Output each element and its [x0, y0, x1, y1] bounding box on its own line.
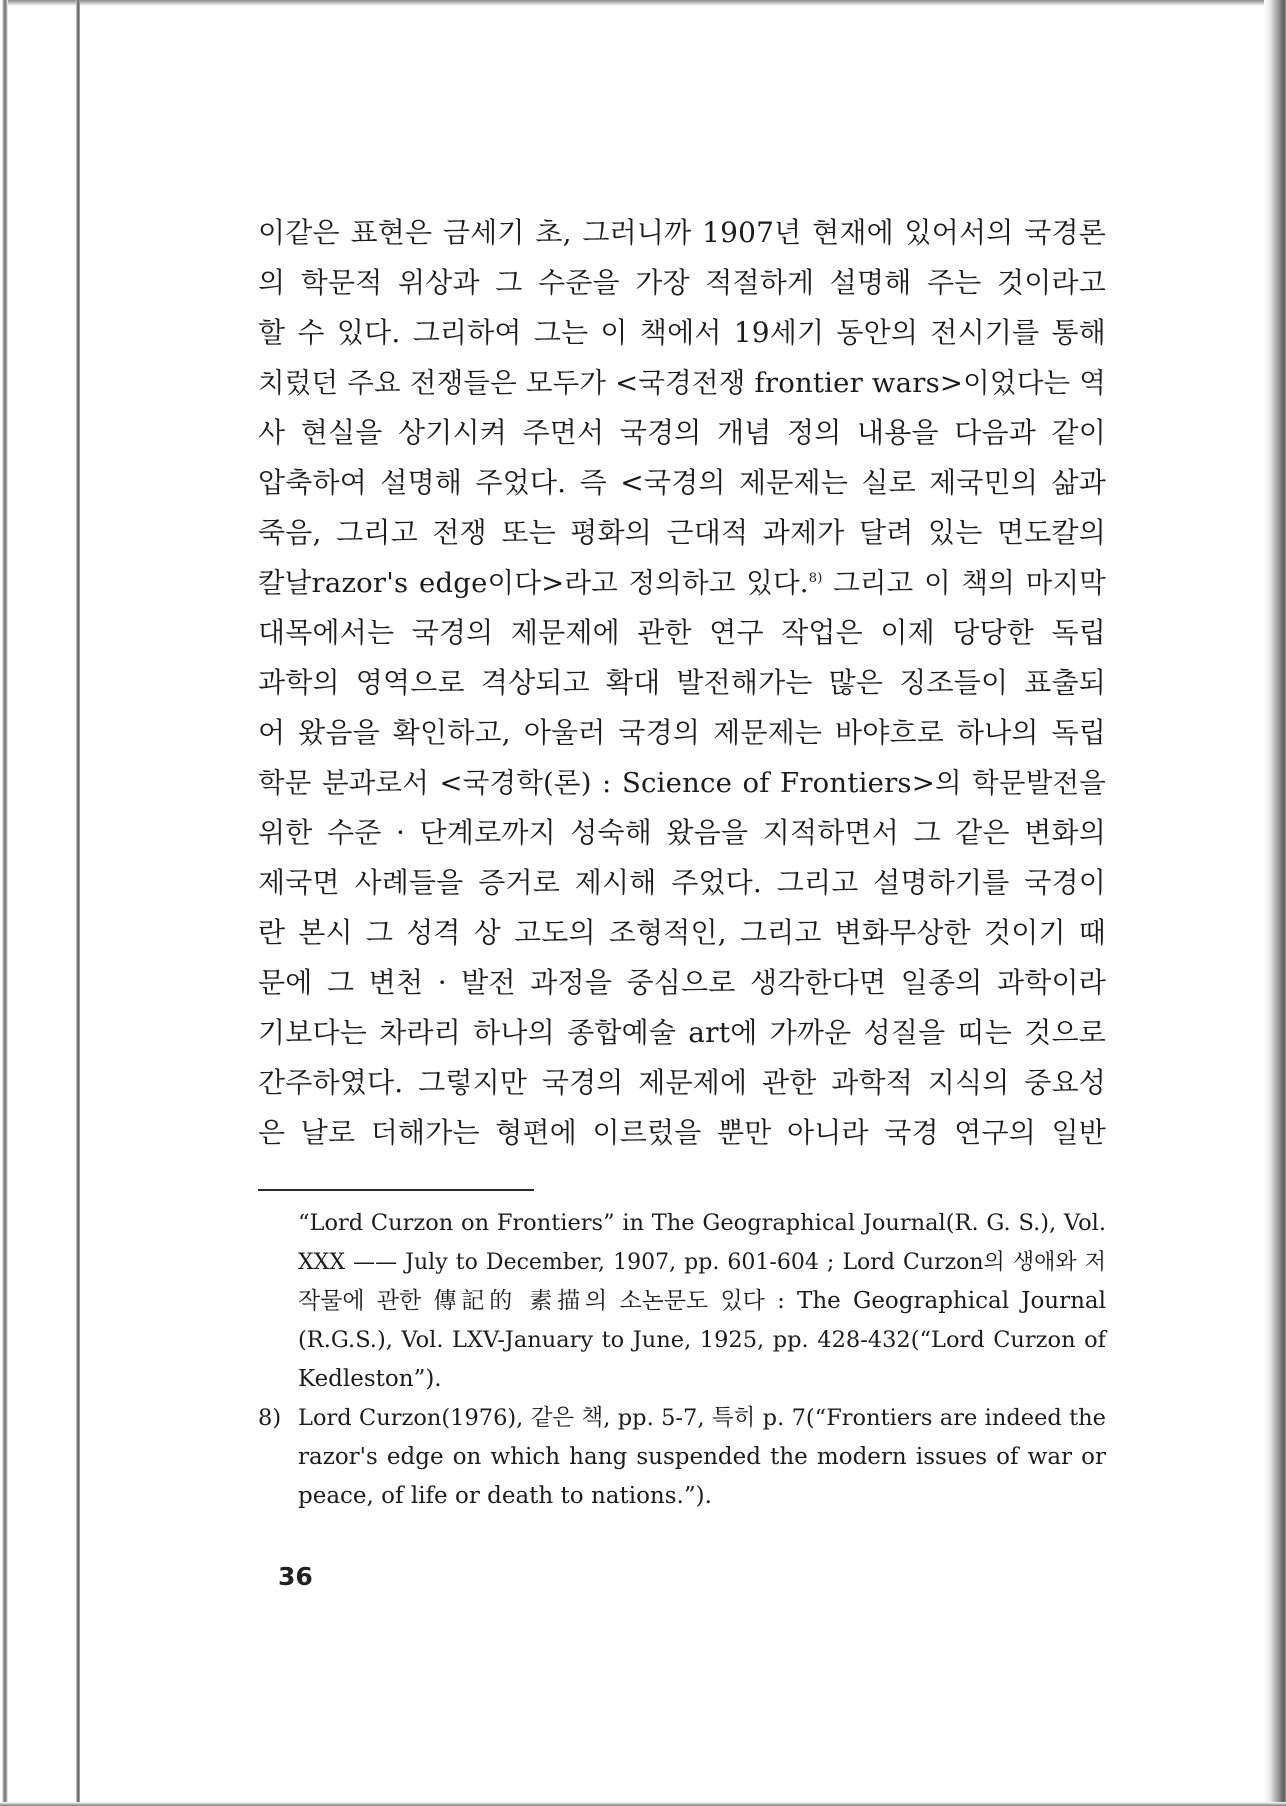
body-line: 대목에서는 국경의 제문제에 관한 연구 작업은 이제 당당한 독립 — [258, 616, 1106, 649]
body-line: 학문 분과로서 <국경학(론) : Science of Frontiers>의 학문발전을 — [258, 767, 1106, 799]
footnote-8-text: Lord Curzon(1976), 같은 책, pp. 5-7, 특히 p. 7(“Frontiers are indeed the — [298, 1405, 1106, 1431]
body-line: 치렀던 주요 전쟁들은 모두가 <국경전쟁 frontier wars>이었다는 역 — [258, 367, 1106, 399]
footnote-7-line: (R.G.S.), Vol. LXV-January to June, 1925, pp. 428-432(“Lord Curzon of — [298, 1327, 1106, 1353]
body-text — [258, 208, 1106, 1158]
page-number: 36 — [278, 1562, 313, 1591]
body-line: 의 학문적 위상과 그 수준을 가장 적절하게 설명해 주는 것이라고 — [258, 266, 1106, 299]
page-right-edge — [1264, 0, 1286, 1806]
footnote-8-line: peace, of life or death to nations.”). — [298, 1483, 712, 1509]
footnote-8-number: 8) — [258, 1405, 282, 1431]
footnote-7-line: XXX —— July to December, 1907, pp. 601-604 ; Lord Curzon의 생애와 저 — [298, 1250, 1106, 1275]
page-bottom-edge — [0, 1802, 1286, 1806]
page-top-edge — [0, 0, 1286, 6]
page-binding-shadow — [76, 0, 80, 1806]
footnote-8-line: razor's edge on which hang suspended the modern issues of war or — [298, 1444, 1106, 1470]
body-line-with-footnote-ref — [258, 558, 1106, 608]
body-line: 사 현실을 상기시켜 주면서 국경의 개념 정의 내용을 다음과 같이 — [258, 416, 1106, 449]
body-line: 문에 그 변천 · 발전 과정을 중심으로 생각한다면 일종의 과학이라 — [258, 966, 1106, 999]
body-line: 제국면 사례들을 증거로 제시해 주었다. 그리고 설명하기를 국경이 — [258, 866, 1106, 899]
body-line: 죽음, 그리고 전쟁 또는 평화의 근대적 과제가 달려 있는 면도칼의 — [258, 516, 1106, 549]
body-line: 어 왔음을 확인하고, 아울러 국경의 제문제는 바야흐로 하나의 독립 — [258, 716, 1106, 749]
footnote-reference[interactable]: 8) — [808, 570, 823, 586]
body-line: 할 수 있다. 그리하여 그는 이 책에서 19세기 동안의 전시기를 통해 — [258, 316, 1106, 349]
footnote-7-line: “Lord Curzon on Frontiers” in The Geographical Journal(R. G. S.), Vol. — [298, 1210, 1106, 1236]
body-line: 압축하여 설명해 주었다. 즉 <국경의 제문제는 실로 제국민의 삶과 — [258, 466, 1106, 499]
footnote-7-line: Kedleston”). — [298, 1366, 442, 1392]
footnote-separator — [258, 1189, 534, 1191]
body-line: 기보다는 차라리 하나의 종합예술 art에 가까운 성질을 띠는 것으로 — [258, 1016, 1106, 1049]
body-line-tail: 그리고 이 책의 마지막 — [822, 567, 1106, 599]
body-line: 위한 수준 · 단계로까지 성숙해 왔음을 지적하면서 그 같은 변화의 — [258, 816, 1106, 849]
footnote-8-first-line — [258, 1399, 1106, 1438]
body-line-head: 칼날razor's edge이다>라고 정의하고 있다. — [258, 567, 809, 599]
page-left-edge — [0, 0, 8, 1806]
body-line: 간주하였다. 그렇지만 국경의 제문제에 관한 과학적 지식의 중요성 — [258, 1066, 1106, 1099]
body-line: 이같은 표현은 금세기 초, 그러니까 1907년 현재에 있어서의 국경론 — [258, 216, 1106, 249]
body-line: 란 본시 그 성격 상 고도의 조형적인, 그리고 변화무상한 것이기 때 — [258, 916, 1106, 949]
body-line: 과학의 영역으로 격상되고 확대 발전해가는 많은 징조들이 표출되 — [258, 666, 1106, 699]
footnotes — [258, 1204, 1106, 1516]
body-line: 은 날로 더해가는 형편에 이르렀을 뿐만 아니라 국경 연구의 일반 — [258, 1116, 1106, 1149]
footnote-7-line: 작물에 관한 傳記的 素描의 소논문도 있다 : The Geographical Journal — [298, 1288, 1106, 1314]
